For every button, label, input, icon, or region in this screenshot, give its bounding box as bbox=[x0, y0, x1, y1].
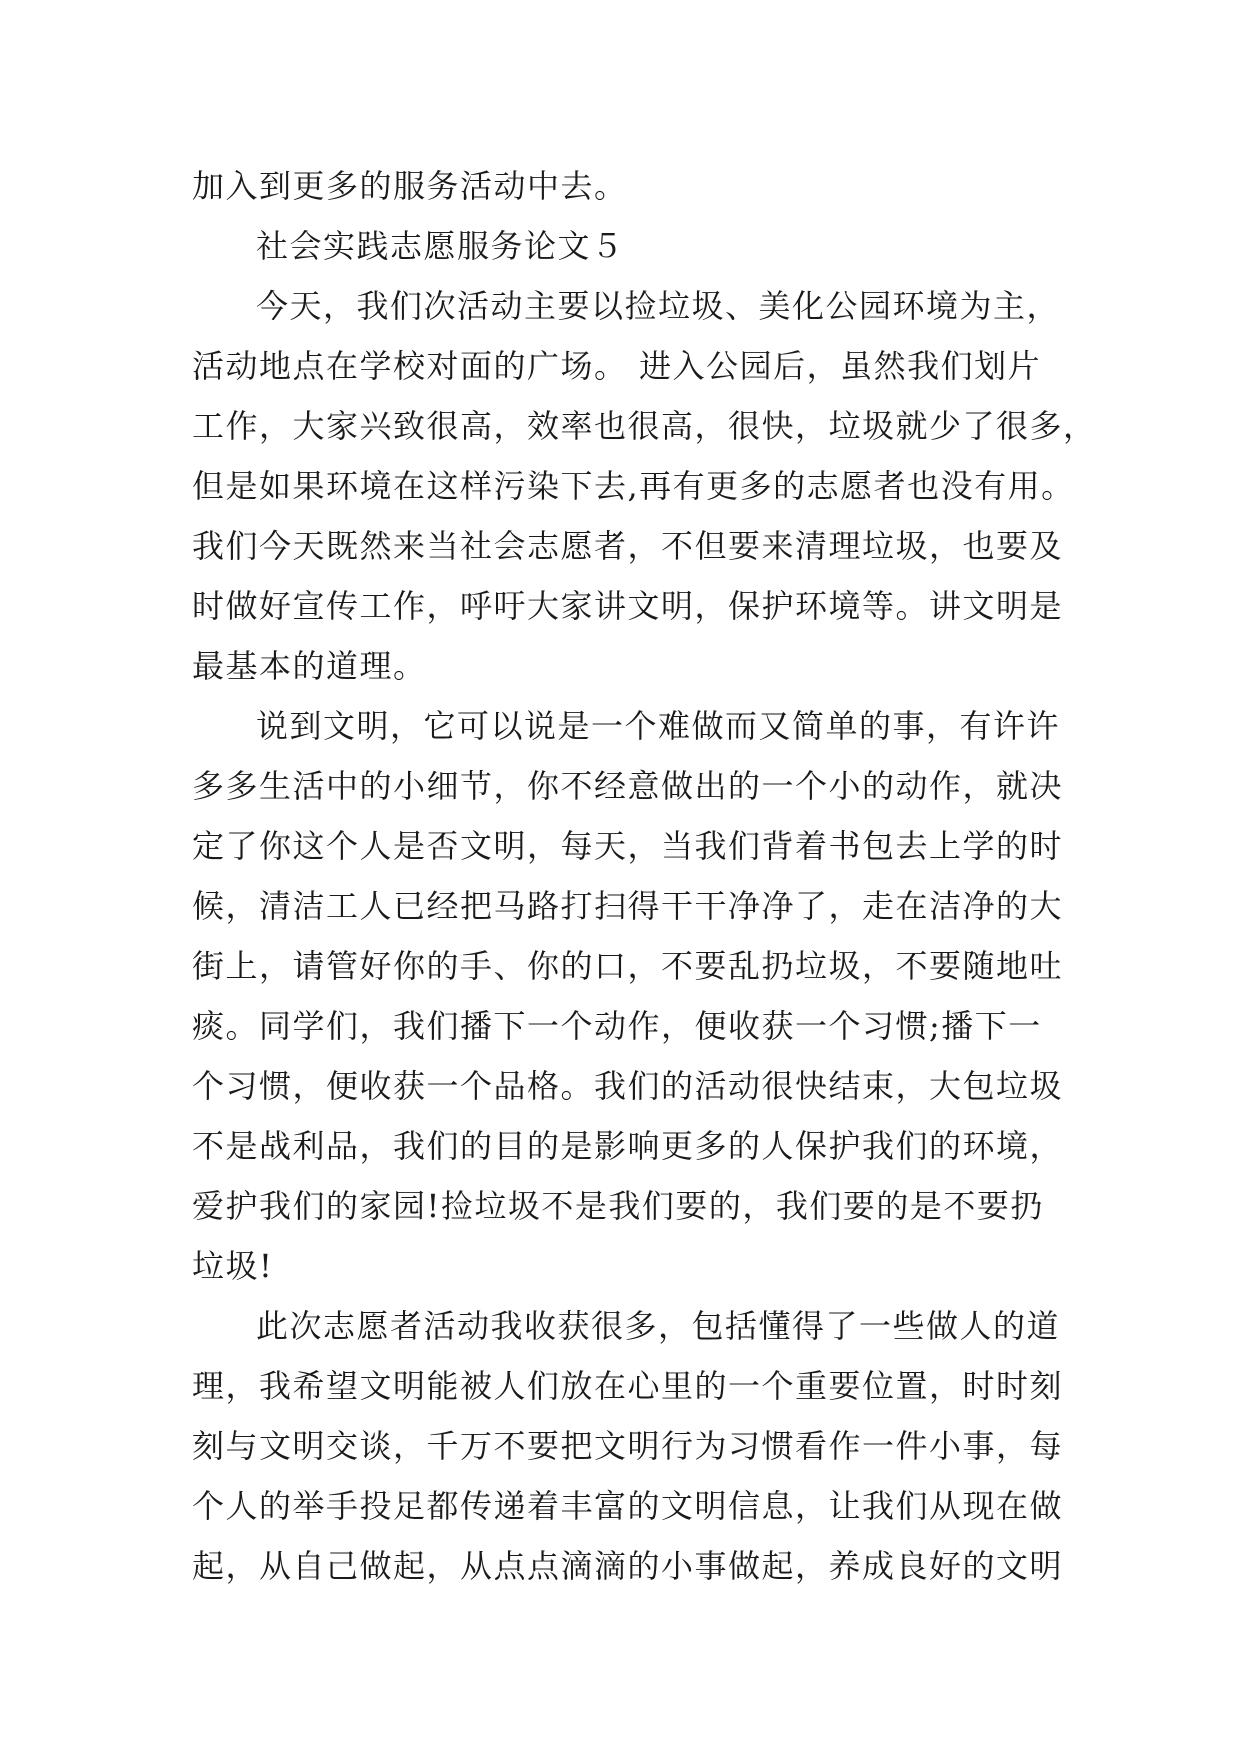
text-line: 此次志愿者活动我收获很多，包括懂得了一些做人的道 bbox=[256, 1307, 1061, 1345]
text-line: 定了你这个人是否文明，每天，当我们背着书包去上学的时 bbox=[192, 827, 1064, 865]
text-line: 时做好宣传工作，呼吁大家讲文明，保护环境等。讲文明是 bbox=[192, 587, 1064, 625]
text-line: 加入到更多的服务活动中去。 bbox=[192, 167, 628, 205]
text-line: 候，清洁工人已经把马路打扫得干干净净了，走在洁净的大 bbox=[192, 887, 1064, 925]
text-line: 起，从自己做起，从点点滴滴的小事做起，养成良好的文明 bbox=[192, 1547, 1064, 1585]
text-line: 多多生活中的小细节，你不经意做出的一个小的动作，就决 bbox=[192, 767, 1064, 805]
text-line: 不是战利品，我们的目的是影响更多的人保护我们的环境， bbox=[192, 1127, 1064, 1165]
text-line: 个习惯，便收获一个品格。我们的活动很快结束，大包垃圾 bbox=[192, 1067, 1064, 1105]
text-line: 工作，大家兴致很高，效率也很高，很快，垃圾就少了很多， bbox=[192, 407, 1097, 445]
text-line: 街上，请管好你的手、你的口，不要乱扔垃圾，不要随地吐 bbox=[192, 947, 1064, 985]
text-line: 理，我希望文明能被人们放在心里的一个重要位置，时时刻 bbox=[192, 1367, 1064, 1405]
text-line: 今天，我们次活动主要以捡垃圾、美化公园环境为主， bbox=[256, 287, 1061, 325]
text-line: 个人的举手投足都传递着丰富的文明信息，让我们从现在做 bbox=[192, 1487, 1064, 1525]
text-line: 我们今天既然来当社会志愿者，不但要来清理垃圾，也要及 bbox=[192, 527, 1064, 565]
text-line: 爱护我们的家园!捡垃圾不是我们要的，我们要的是不要扔 bbox=[192, 1187, 1044, 1225]
section-heading: 社会实践志愿服务论文５ bbox=[256, 227, 625, 265]
text-line: 痰。同学们，我们播下一个动作，便收获一个习惯;播下一 bbox=[192, 1007, 1042, 1045]
text-line: 活动地点在学校对面的广场。 进入公园后，虽然我们划片 bbox=[192, 347, 1042, 385]
text-line: 垃圾! bbox=[192, 1247, 274, 1285]
text-line: 最基本的道理。 bbox=[192, 647, 427, 685]
text-line: 但是如果环境在这样污染下去,再有更多的志愿者也没有用。 bbox=[192, 467, 1075, 505]
text-line: 说到文明，它可以说是一个难做而又简单的事，有许许 bbox=[256, 707, 1061, 745]
text-line: 刻与文明交谈，千万不要把文明行为习惯看作一件小事，每 bbox=[192, 1427, 1064, 1465]
